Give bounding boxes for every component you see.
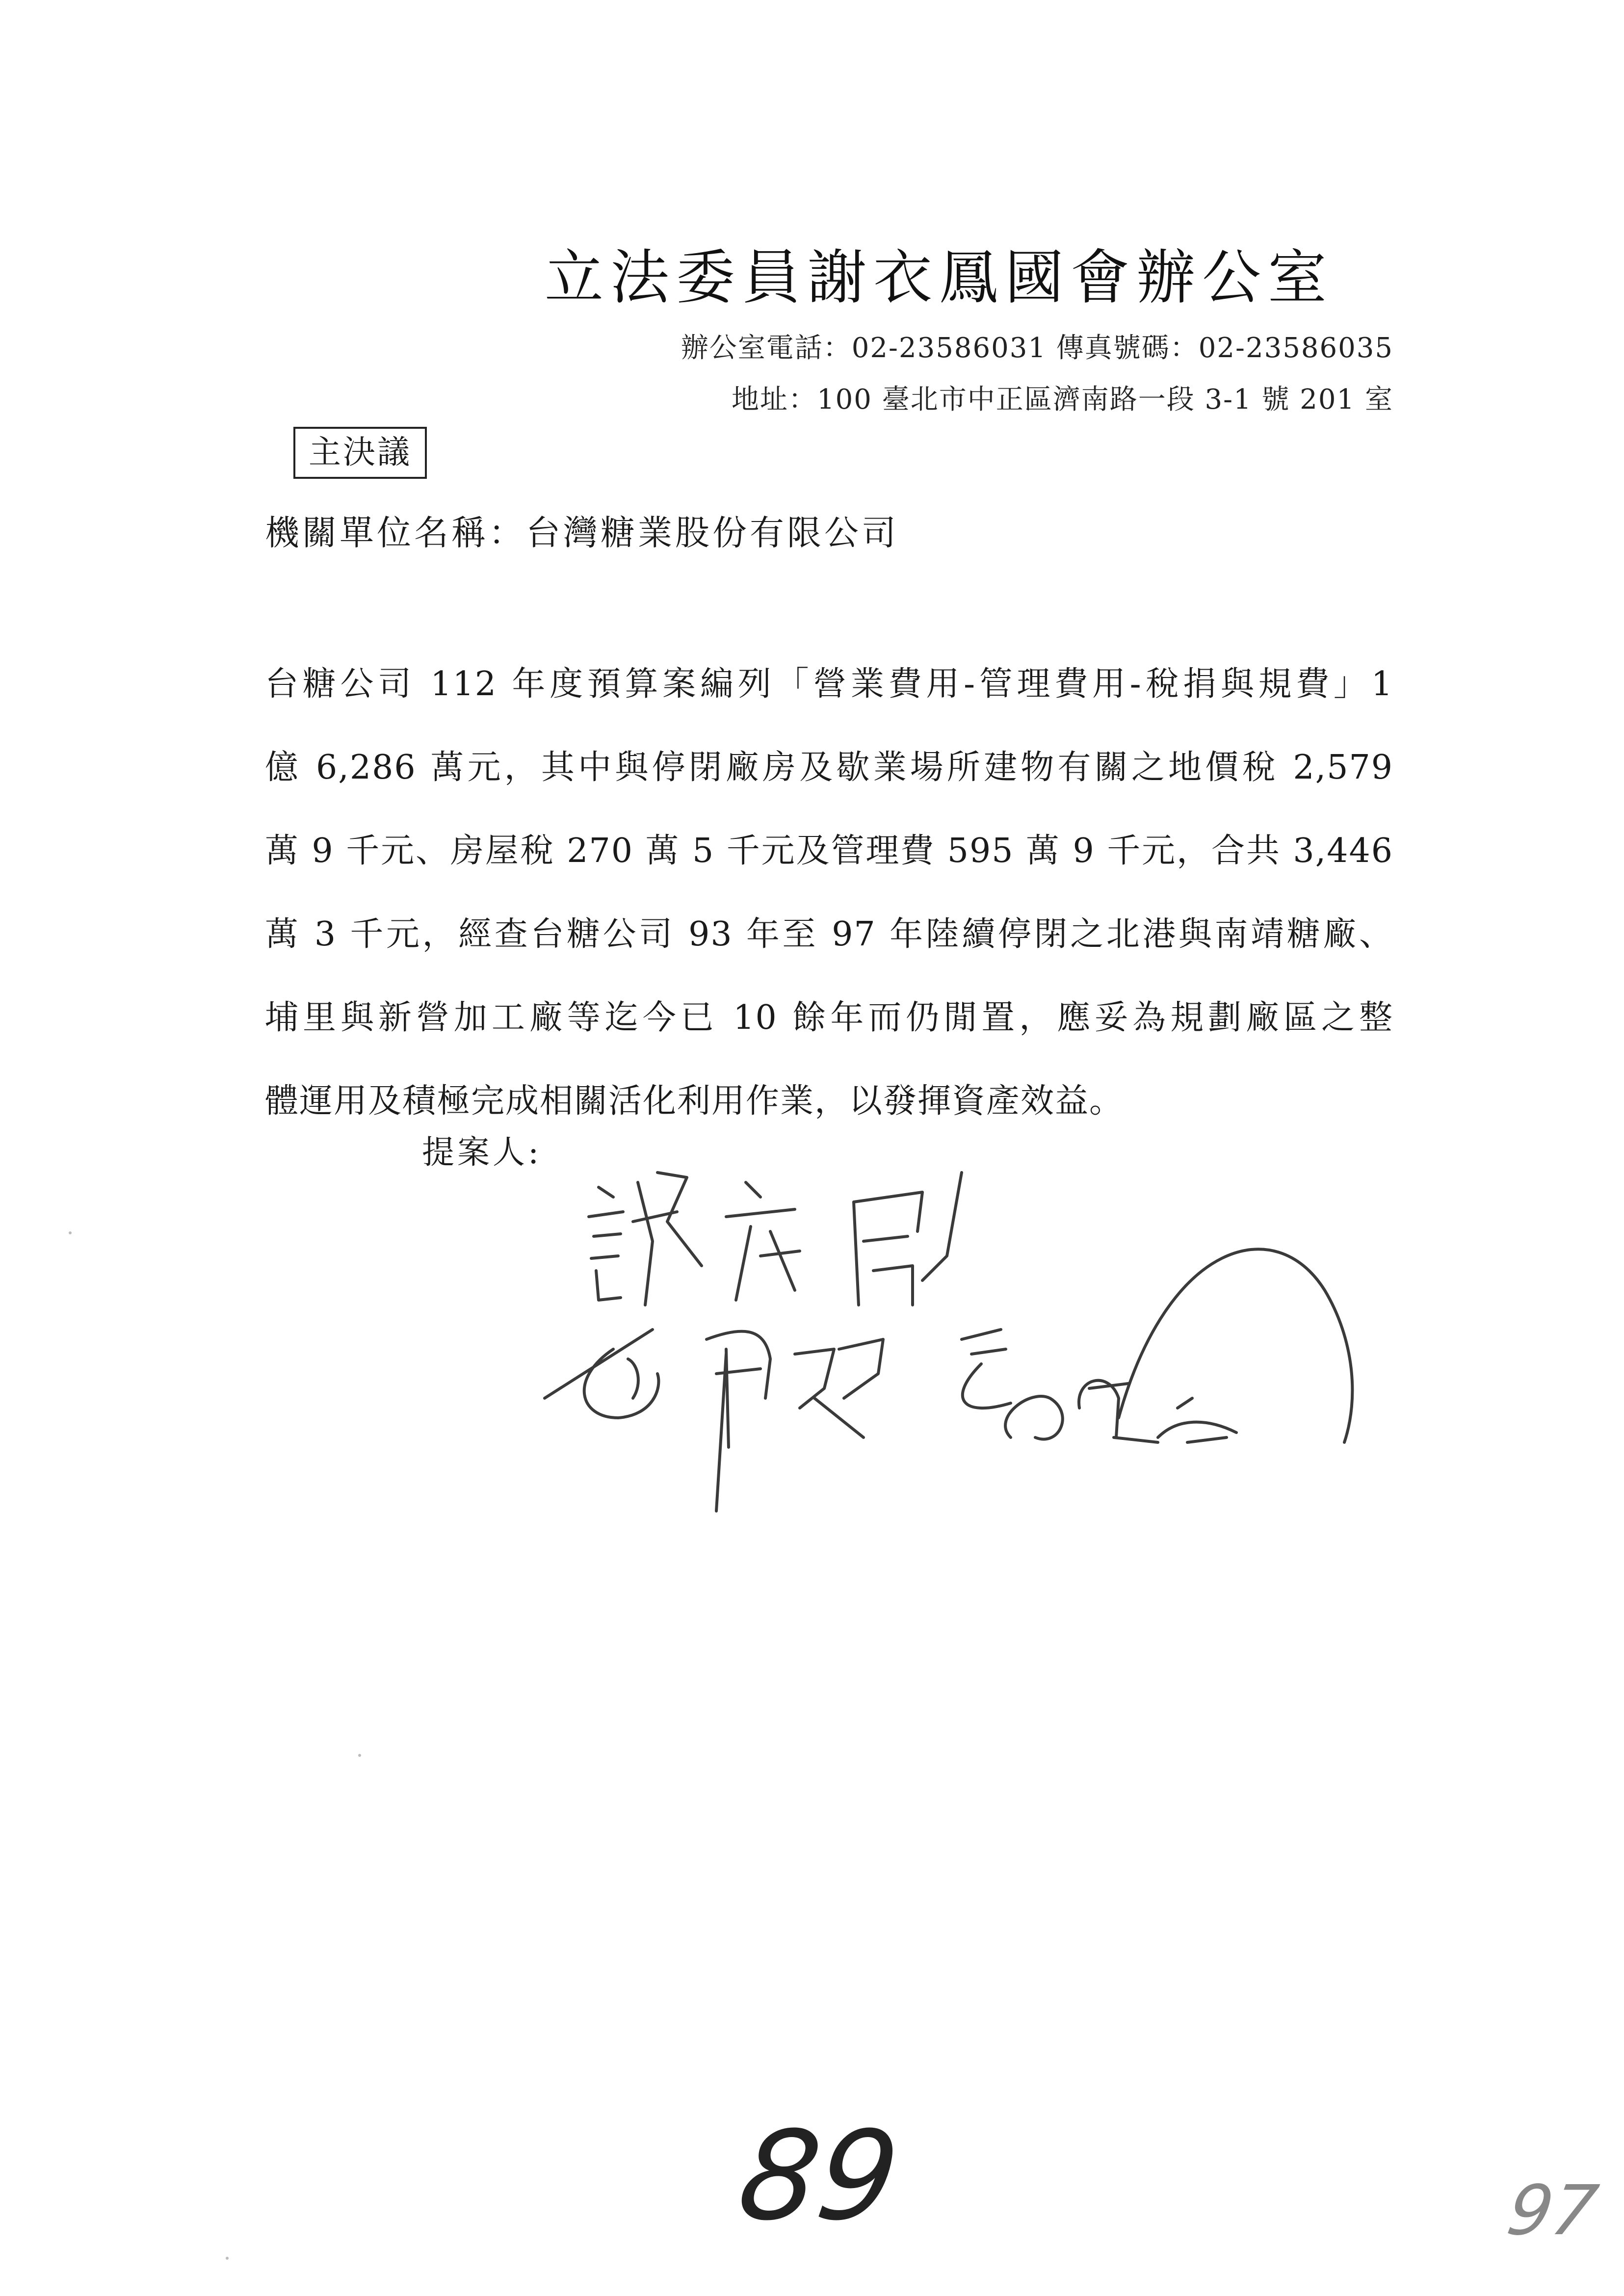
body-line: 萬 9 千元、房屋稅 270 萬 5 千元及管理費 595 萬 9 千元，合共 3,446 xyxy=(265,832,1393,870)
scan-speck xyxy=(226,2257,229,2260)
resolution-body xyxy=(265,643,1393,1143)
body-line: 體運用及積極完成相關活化利用作業，以發揮資產效益。 xyxy=(265,1082,1124,1121)
corner-page-number: 97 xyxy=(1501,2171,1603,2251)
body-line: 萬 3 千元，經查台糖公司 93 年至 97 年陸續停閉之北港與南靖糖廠、 xyxy=(265,915,1393,954)
resolution-type-badge: 主決議 xyxy=(293,427,427,479)
office-title: 立法委員謝衣鳳國會辦公室 xyxy=(545,244,1334,312)
scan-speck xyxy=(69,1231,72,1234)
body-line: 台糖公司 112 年度預算案編列「營業費用-管理費用-稅捐與規費」1 xyxy=(265,665,1393,704)
agency-name-line: 機關單位名稱：台灣糖業股份有限公司 xyxy=(265,513,899,553)
body-line: 億 6,286 萬元，其中與停閉廠房及歇業場所建物有關之地價稅 2,579 xyxy=(265,748,1393,787)
body-line: 埔里與新營加工廠等迄今已 10 餘年而仍閒置，應妥為規劃廠區之整 xyxy=(265,998,1393,1037)
proposer-label: 提案人: xyxy=(422,1133,542,1171)
address-line: 地址：100 臺北市中正區濟南路一段 3-1 號 201 室 xyxy=(732,384,1393,416)
signature-2 xyxy=(545,1249,1352,1511)
phone-fax-line: 辦公室電話：02-23586031 傳真號碼：02-23586035 xyxy=(681,332,1393,364)
signature-1 xyxy=(589,1173,962,1305)
scan-speck xyxy=(358,1754,361,1757)
handwritten-page-number: 89 xyxy=(731,2105,907,2247)
handwritten-signatures xyxy=(540,1143,1374,1634)
